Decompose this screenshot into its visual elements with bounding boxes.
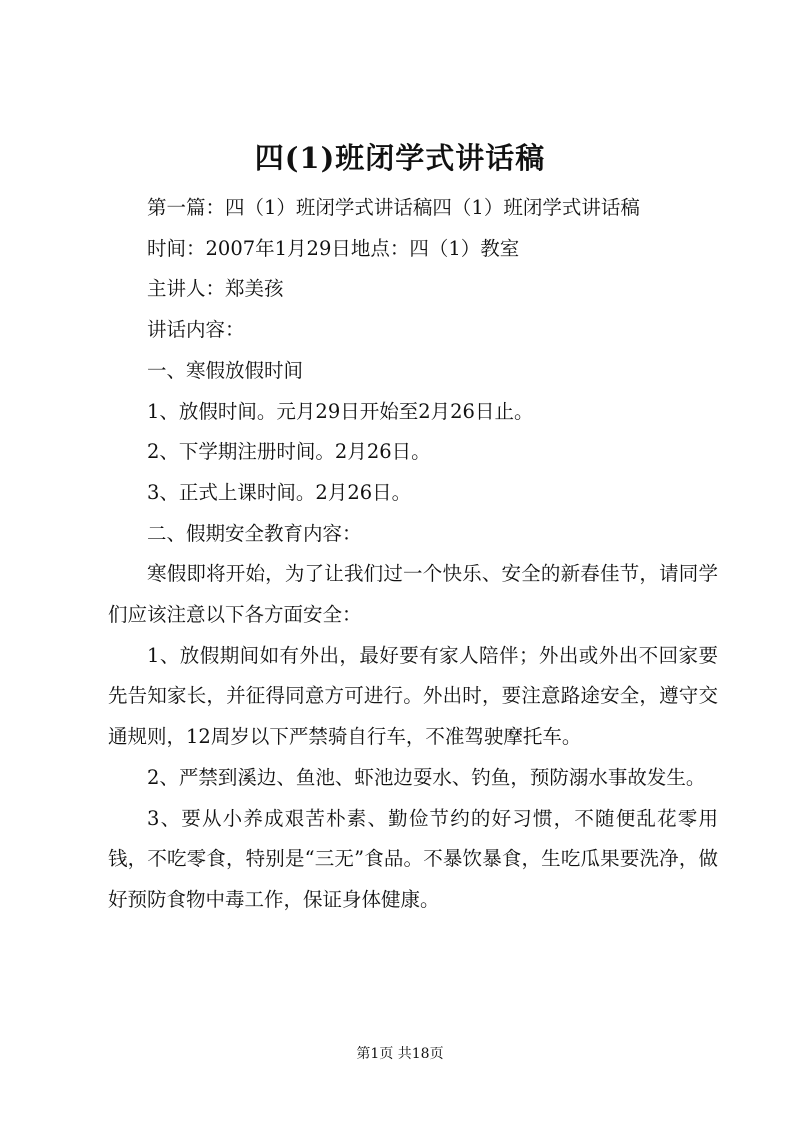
paragraph-8: 3、正式上课时间。2月26日。 [147,480,412,504]
document-body [108,188,718,921]
paragraph-11: 1、放假期间如有外出，最好要有家人陪伴；外出或外出不回家要先告知家长，并征得同意方可进行。外出时，要注意路途安全，遵守交通规则，12周岁以下严禁骑自行车，不准驾驶摩托车。 [108,643,718,749]
paragraph-3: 主讲人：郑美孩 [147,277,284,301]
paragraph-2: 时间：2007年1月29日地点：四（1）教室 [147,236,520,260]
paragraph-10: 寒假即将开始，为了让我们过一个快乐、安全的新春佳节，请同学们应该注意以下各方面安全： [108,562,718,627]
paragraph-4: 讲话内容： [147,318,245,342]
paragraph-1: 第一篇：四（1）班闭学式讲话稿四（1）班闭学式讲话稿 [147,196,640,219]
paragraph-9: 二、假期安全教育内容： [147,521,362,545]
paragraph-12: 2、严禁到溪边、鱼池、虾池边耍水、钓鱼，预防溺水事故发生。 [147,765,706,789]
paragraph-5: 一、寒假放假时间 [147,358,304,382]
paragraph-13: 3、要从小养成艰苦朴素、勤俭节约的好习惯，不随便乱花零用钱，不吃零食，特别是“三无”食品。不暴饮暴食，生吃瓜果要洗净，做好预防食物中毒工作，保证身体健康。 [108,806,718,911]
document-title: 四(1)班闭学式讲话稿 [254,141,546,175]
page-footer: 第1页 共18页 [356,1046,444,1062]
paragraph-7: 2、下学期注册时间。2月26日。 [147,440,431,464]
paragraph-6: 1、放假时间。元月29日开始至2月26日止。 [147,399,534,423]
